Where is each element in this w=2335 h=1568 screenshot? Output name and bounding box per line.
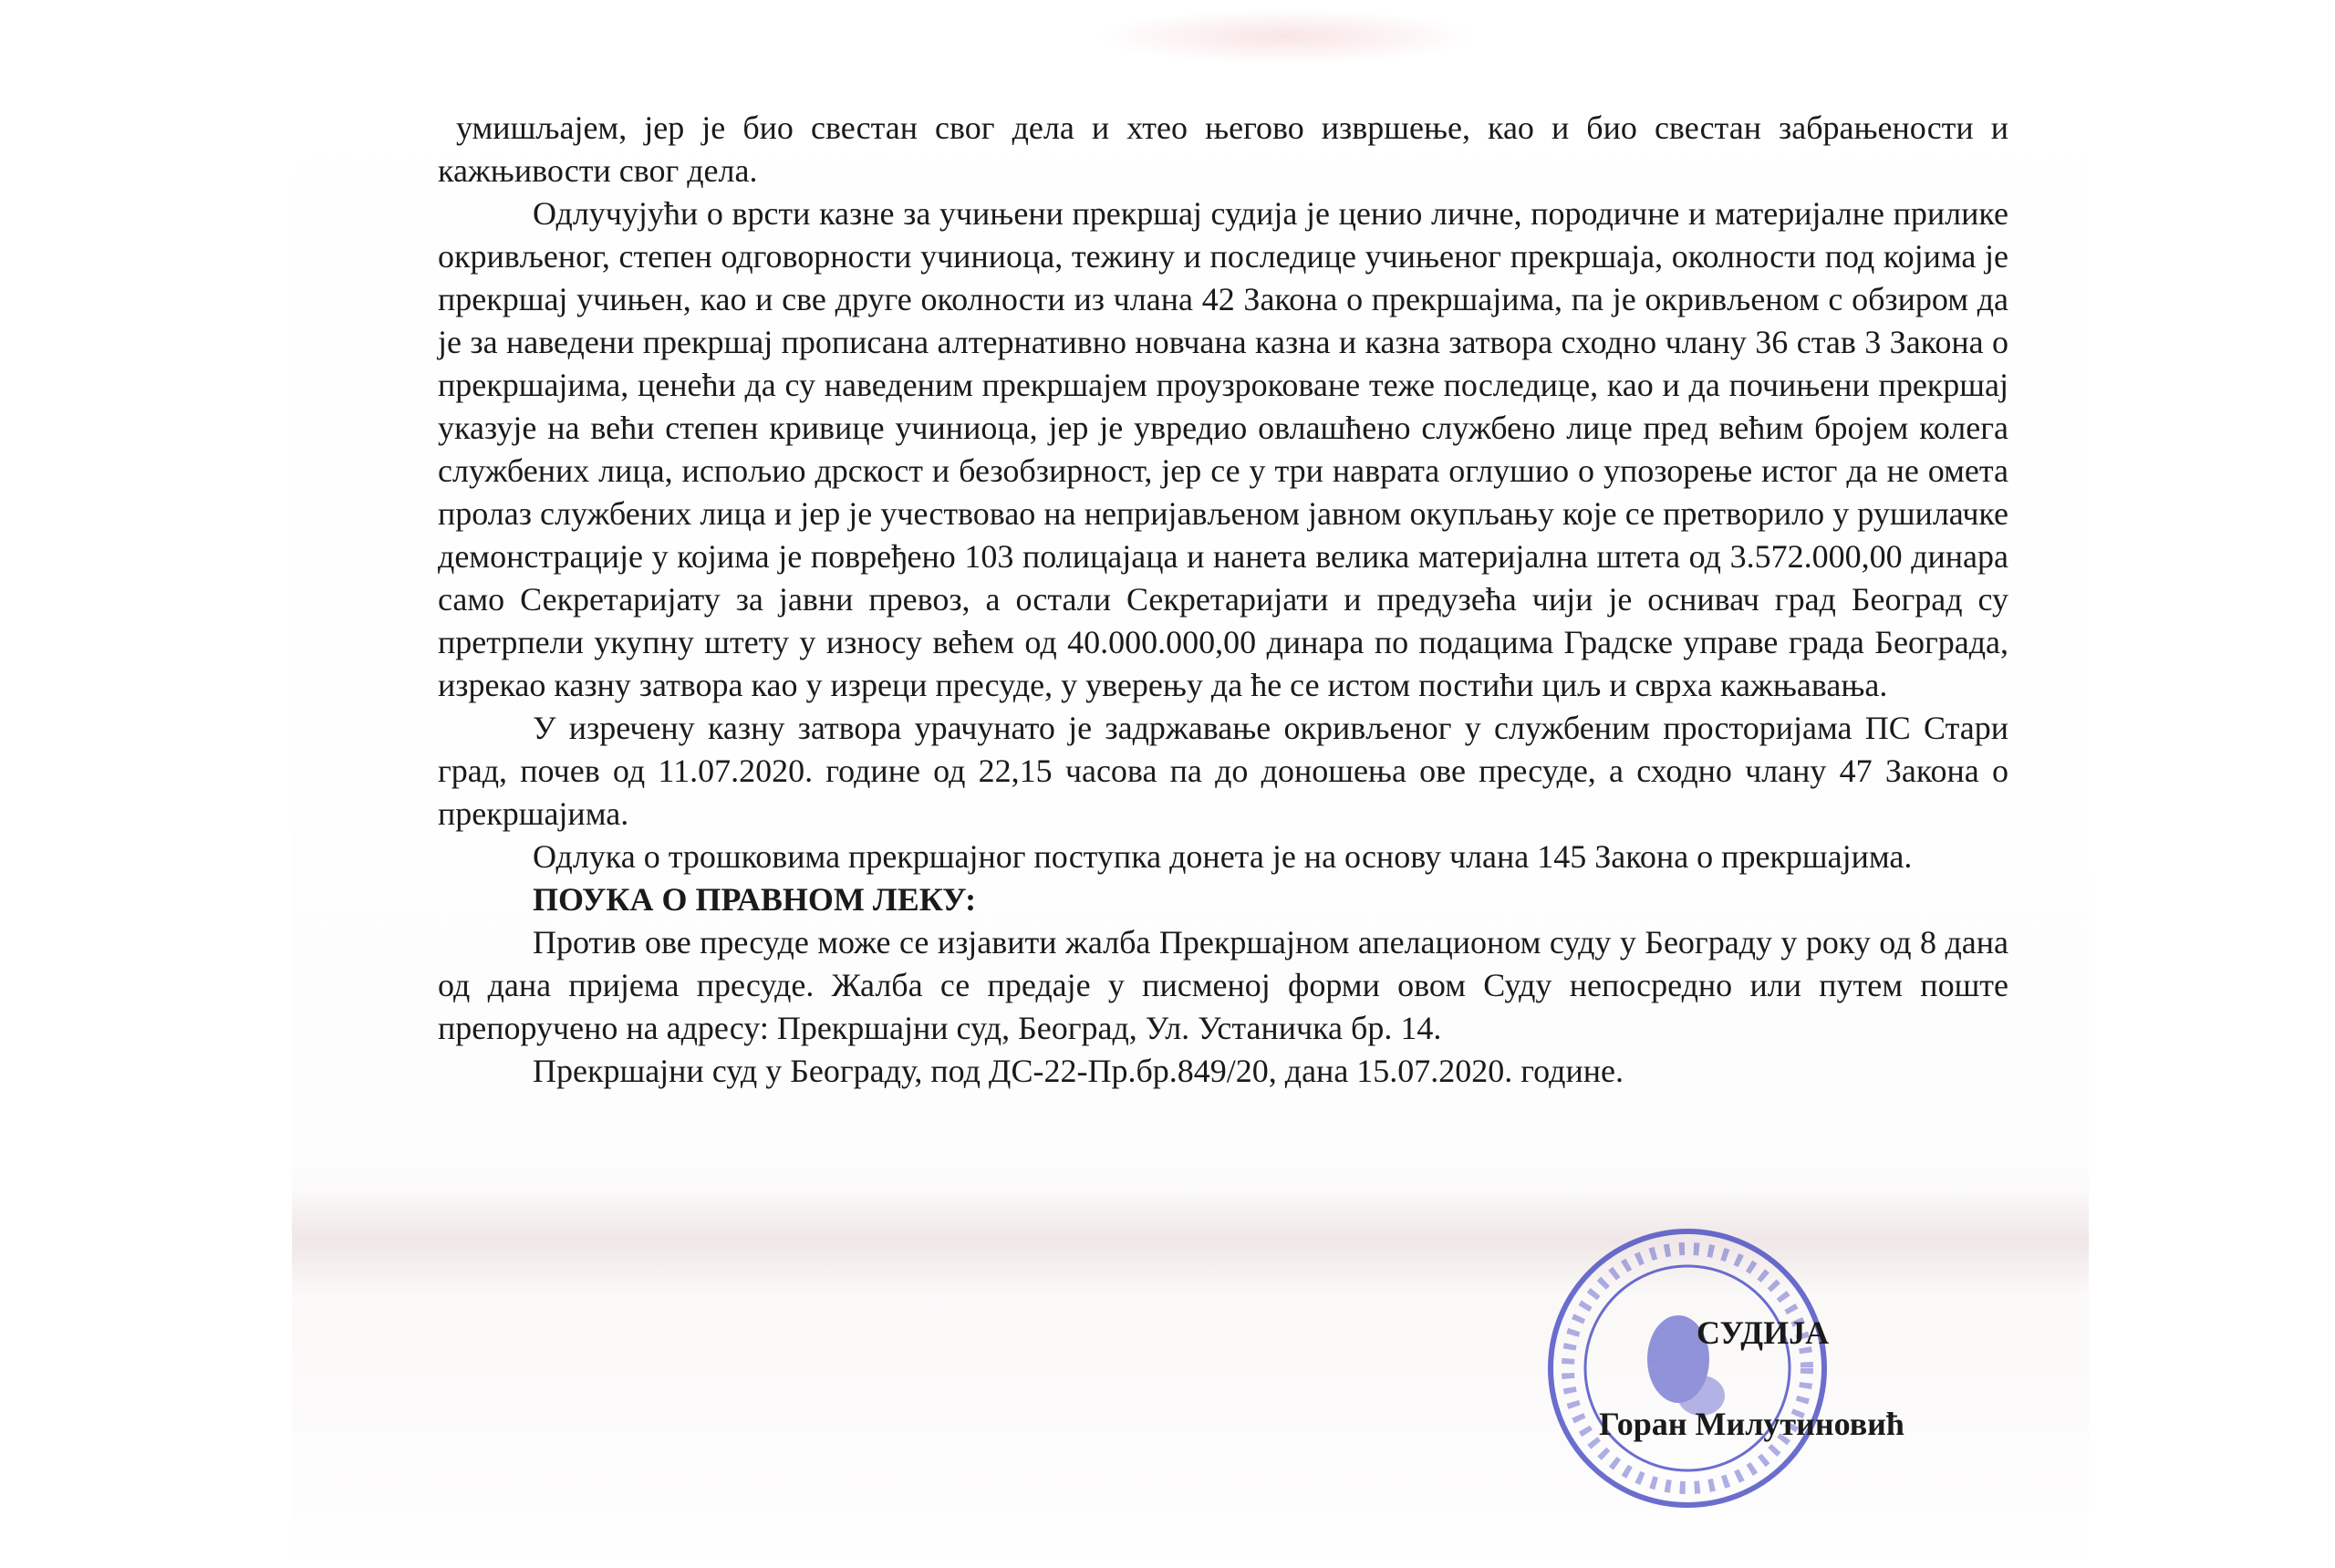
paragraph-sentencing-reasons: Одлучујући о врсти казне за учињени прекршај судија је ценио личне, породичне и материјалне прилике окривљеног, степен одговорности учиниоца, тежину и последице учињеног прекршаја, околности под којима је прекршај учињен, као и све друге околности из члана 42 Закона о прекршајима, па је окривљеном с обзиром да је за наведени прекршај прописана алтернативно новчана казна и казна затвора сходно члану 36 став 3 Закона о прекршајима, ценећи да су наведеним прекршајем проузроковане теже последице, као и да почињени прекршај указује на већи степен кривице учиниоца, јер је увредио овлашћено службено лице пред већим бројем колега службених лица, испољио дрскост и безобзирност, јер се у три наврата оглушио о упозорење истог да не омета пролаз службених лица и јер је учествовао на непријављеном јавном окупљању које се претворило у рушилачке демонстрације у којима је повређено 103 полицајаца и нанета велика материјална штета од 3.572.000,00 динара само Секретаријату за јавни превоз, а остали Секретаријати и предузећа чији је оснивач град Београд су претрпели укупну штету у износу већем од 40.000.000,00 динара по подацима Градске управе града Београда, изрекао казну затвора као у изреци пресуде, у уверењу да ће се истом постићи циљ и сврха кажњавања. <box>438 195 2008 703</box>
legal-remedy-heading: ПОУКА О ПРАВНОМ ЛЕКУ: <box>533 881 977 918</box>
court-seal-stamp-icon <box>1541 1222 1833 1514</box>
paragraph-detention-credit: У изречену казну затвора урачунато је задржавање окривљеног у службеним просторијама ПС Стари град, почев од 11.07.2020. године од 22,15 часова па до доношења ове пресуде, а сходно члану 47 Закона о прекршајима. <box>438 710 2008 832</box>
scan-smudge <box>1095 9 1478 64</box>
paragraph-intent: умишљајем, јер је био свестан свог дела и хтео његово извршење, као и био свестан забрањености и кажњивости свог дела. <box>438 109 2008 189</box>
paragraph-costs: Одлука о трошковима прекршајног поступка донета је на основу члана 145 Закона о прекршајима. <box>533 838 1913 875</box>
judge-name: Горан Милутиновић <box>1599 1406 1904 1442</box>
judge-title: СУДИЈА <box>1697 1314 1830 1351</box>
document-body <box>438 107 2008 1093</box>
paragraph-appeal: Против ове пресуде може се изјавити жалба Прекршајном апелационом суду у Београду у року од 8 дана од дана пријема пресуде. Жалба се предаје у писменој форми овом Суду непосредно или путем поште препоручено на адресу: Прекршајни суд, Београд, Ул. Устаничка бр. 14. <box>438 924 2008 1046</box>
paragraph-court-reference: Прекршајни суд у Београду, под ДС-22-Пр.бр.849/20, дана 15.07.2020. године. <box>533 1053 1624 1089</box>
